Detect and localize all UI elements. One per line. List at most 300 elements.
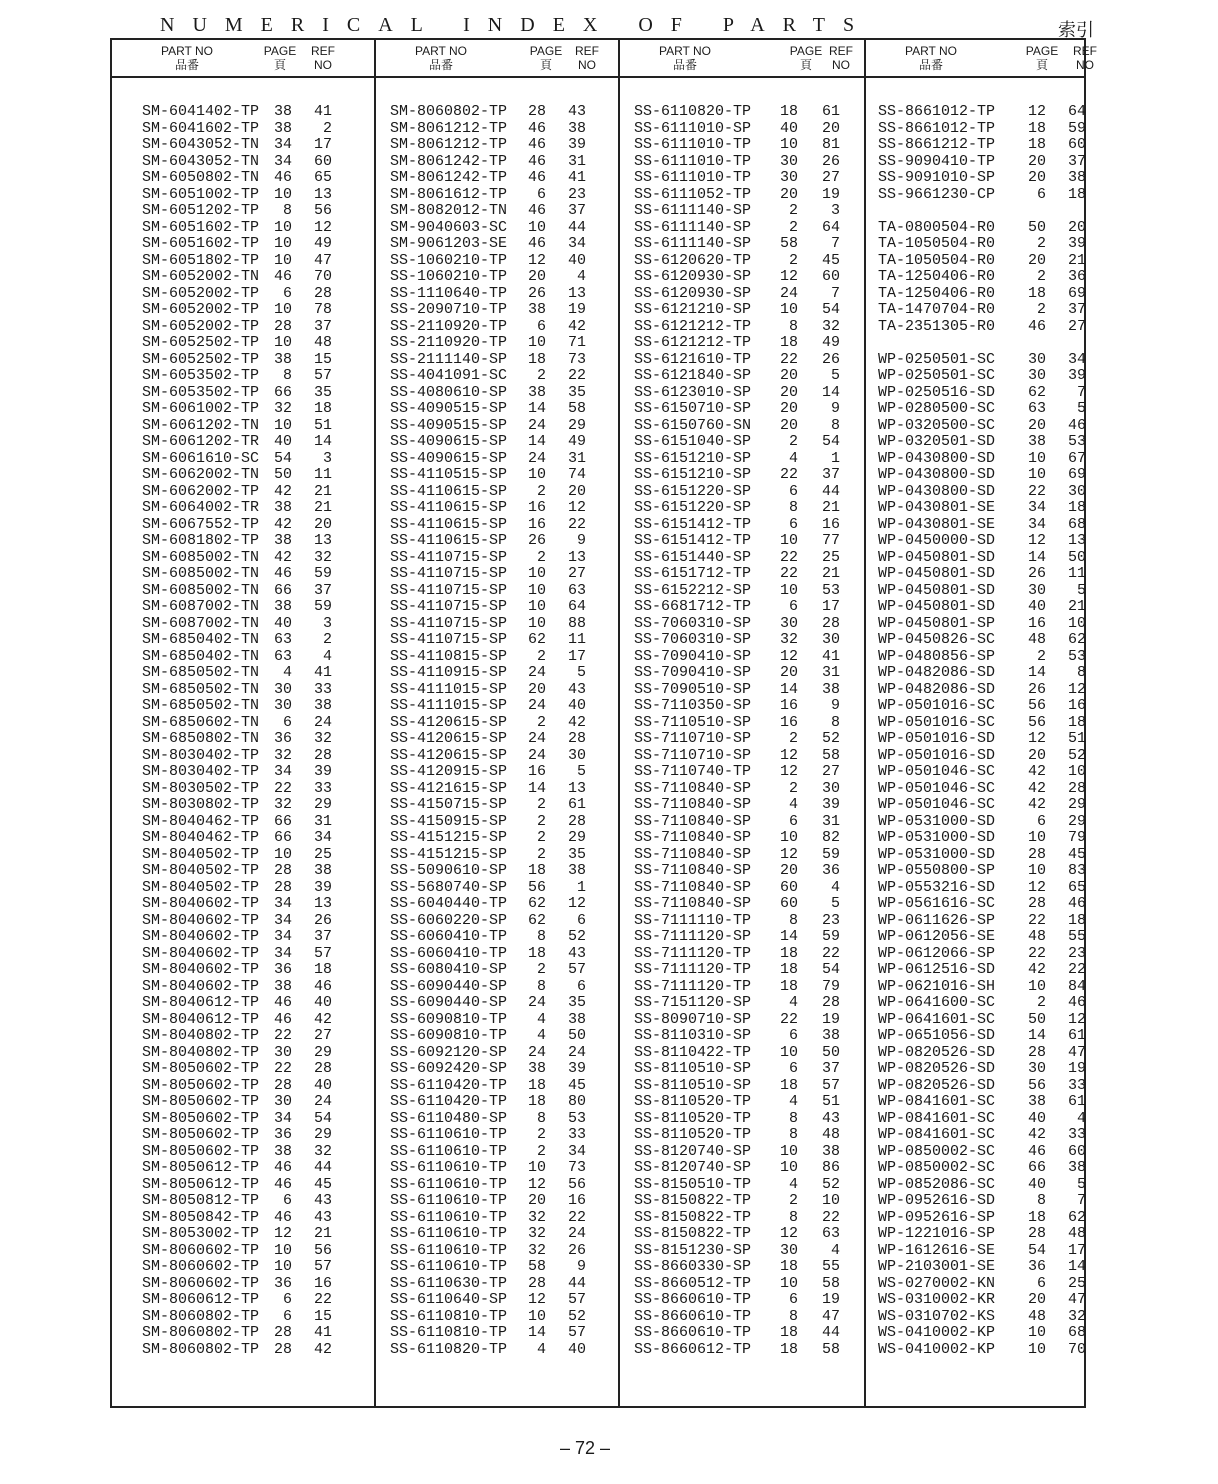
page-number-cell: 12 — [1027, 730, 1046, 747]
index-row — [112, 1243, 374, 1260]
part-number: SM-8030402-TP — [142, 763, 260, 780]
page-number-cell: 6 — [282, 1291, 292, 1308]
page-number-cell: 10 — [273, 185, 292, 203]
index-row — [376, 517, 618, 534]
part-number: SS-6123010-SP — [634, 383, 752, 401]
part-number: SS-6151440-SP — [634, 548, 752, 566]
part-number: WP-1612616-SE — [878, 1241, 996, 1259]
ref-number: 35 — [567, 994, 586, 1011]
index-row — [866, 814, 1086, 831]
page-number-cell: 6 — [282, 713, 292, 731]
part-number: SS-4151215-SP — [390, 845, 508, 863]
page-number-cell: 2 — [536, 812, 546, 830]
page-number-cell: 10 — [527, 581, 546, 599]
ref-number: 13 — [313, 532, 332, 549]
page-number-cell: 38 — [273, 499, 292, 516]
page-number-cell: 30 — [1027, 367, 1046, 384]
page-number-cell: 22 — [1027, 482, 1046, 500]
page-number-cell: 38 — [273, 350, 292, 368]
part-no-header-label-japanese: 品番 — [174, 58, 199, 72]
part-number: SS-9661230-CP — [878, 185, 996, 203]
index-row — [866, 748, 1086, 765]
ref-number: 46 — [1067, 994, 1086, 1011]
part-number: SS-5090610-SP — [390, 862, 508, 879]
part-number: WS-0410002-KP — [878, 1324, 996, 1341]
ref-number: 45 — [821, 251, 840, 269]
ref-number: 3 — [830, 202, 840, 219]
ref-number: 46 — [313, 977, 332, 995]
index-row — [376, 1342, 618, 1359]
part-number: SS-7110840-SP — [634, 812, 752, 830]
ref-number: 18 — [1067, 713, 1086, 731]
index-row — [112, 682, 374, 699]
part-number: SS-4120615-SP — [390, 713, 508, 731]
index-row — [112, 1061, 374, 1078]
ref-number: 60 — [313, 152, 332, 170]
ref-number: 70 — [1067, 1340, 1086, 1358]
ref-number: 62 — [1067, 1208, 1086, 1226]
page-number-cell: 42 — [273, 515, 292, 533]
index-row — [376, 121, 618, 138]
part-number: SM-8040602-TP — [142, 895, 260, 912]
part-number: WP-0320500-SC — [878, 416, 996, 434]
page-number-cell: 10 — [527, 218, 546, 236]
ref-number: 28 — [821, 994, 840, 1011]
part-number: SS-6111140-SP — [634, 235, 752, 252]
page-number-cell: 18 — [779, 103, 798, 120]
index-row — [376, 1276, 618, 1293]
part-number: WP-0501016-SC — [878, 713, 996, 731]
page-number-cell: 34 — [273, 152, 292, 170]
page-number-cell: 56 — [527, 878, 546, 896]
page-number-cell: 2 — [536, 829, 546, 846]
ref-number: 63 — [821, 1225, 840, 1242]
index-row — [620, 830, 864, 847]
index-row — [112, 1325, 374, 1342]
page-number-cell: 14 — [527, 1324, 546, 1341]
index-row — [112, 1144, 374, 1161]
ref-number: 37 — [1067, 152, 1086, 170]
page-number-cell: 46 — [527, 235, 546, 252]
index-row — [112, 1292, 374, 1309]
ref-number: 7 — [830, 235, 840, 252]
index-row — [112, 236, 374, 253]
part-number: SM-6081802-TP — [142, 532, 260, 549]
ref-number: 5 — [830, 895, 840, 912]
index-row — [866, 220, 1086, 237]
page-number-cell: 2 — [1036, 994, 1046, 1011]
part-number: SS-7110840-SP — [634, 878, 752, 896]
part-number: WP-0820526-SD — [878, 1043, 996, 1061]
part-number: SS-4110615-SP — [390, 499, 508, 516]
part-number: SS-7111120-TP — [634, 944, 752, 962]
index-row — [866, 1111, 1086, 1128]
part-number: WP-0852086-SC — [878, 1175, 996, 1193]
part-no-header-label: PART NO — [414, 44, 467, 58]
part-number: SS-7110710-SP — [634, 746, 752, 764]
ref-number: 19 — [821, 1010, 840, 1028]
index-row — [866, 797, 1086, 814]
page-number-cell: 18 — [1027, 136, 1046, 153]
index-row — [620, 1127, 864, 1144]
part-number: SM-6850802-TN — [142, 730, 260, 747]
part-number: SS-6121840-SP — [634, 367, 752, 384]
ref-number: 86 — [821, 1159, 840, 1176]
index-row — [376, 1210, 618, 1227]
ref-number: 38 — [567, 119, 586, 137]
page-number-cell: 2 — [788, 730, 798, 747]
page-number-cell: 46 — [527, 119, 546, 137]
page-number-cell: 34 — [273, 944, 292, 962]
part-number: WP-0430801-SE — [878, 515, 996, 533]
ref-header — [572, 44, 602, 72]
index-row — [376, 533, 618, 550]
ref-number: 44 — [313, 1159, 332, 1176]
part-number: SM-6041402-TP — [142, 103, 260, 120]
part-number: SS-6111140-SP — [634, 218, 752, 236]
page-number-cell: 20 — [779, 367, 798, 384]
ref-number: 10 — [821, 1192, 840, 1209]
part-number: SS-8120740-SP — [634, 1142, 752, 1160]
page-number-cell: 38 — [1027, 433, 1046, 450]
index-row — [620, 1243, 864, 1260]
index-row — [620, 385, 864, 402]
ref-number: 39 — [1067, 367, 1086, 384]
index-row — [620, 715, 864, 732]
page-number-cell: 2 — [536, 796, 546, 813]
part-number: SS-6060410-TP — [390, 928, 508, 945]
ref-number: 30 — [821, 779, 840, 797]
part-number: SS-7151120-SP — [634, 994, 752, 1011]
part-number: SM-8060802-TP — [142, 1324, 260, 1341]
index-row — [376, 979, 618, 996]
index-row — [620, 137, 864, 154]
page-number-cell: 24 — [527, 994, 546, 1011]
ref-number: 57 — [821, 1076, 840, 1094]
part-number: WS-0270002-KN — [878, 1274, 996, 1292]
page-number-cell: 22 — [1027, 944, 1046, 962]
index-row — [112, 1276, 374, 1293]
part-number: WP-0430801-SE — [878, 499, 996, 516]
page-number-cell: 8 — [788, 317, 798, 335]
ref-number: 73 — [567, 350, 586, 368]
index-row — [620, 1259, 864, 1276]
part-number: SS-7110840-SP — [634, 895, 752, 912]
part-number: SM-6052002-TN — [142, 268, 260, 285]
parts-index-table — [110, 38, 1097, 1408]
part-number: SS-6151220-SP — [634, 482, 752, 500]
ref-number: 37 — [1067, 301, 1086, 318]
page-number-cell: 22 — [779, 350, 798, 368]
index-row — [112, 500, 374, 517]
page-number-cell: 10 — [1027, 977, 1046, 995]
part-number: SM-8061242-TP — [390, 169, 508, 186]
part-number: WP-0501016-SC — [878, 697, 996, 714]
page-number-cell: 18 — [527, 862, 546, 879]
ref-number: 57 — [567, 1291, 586, 1308]
part-number: WP-0450000-SD — [878, 532, 996, 549]
page-number-cell: 8 — [788, 1126, 798, 1143]
index-row — [620, 302, 864, 319]
index-row — [620, 1094, 864, 1111]
ref-number: 39 — [821, 796, 840, 813]
page-header-label-japanese: 頁 — [273, 58, 286, 72]
ref-number: 13 — [567, 284, 586, 302]
index-row — [620, 1292, 864, 1309]
page-number-cell: 8 — [536, 928, 546, 945]
index-row — [376, 1259, 618, 1276]
ref-number: 20 — [1067, 218, 1086, 236]
index-row — [866, 451, 1086, 468]
page-number-cell: 2 — [1036, 235, 1046, 252]
part-number: SS-6111010-TP — [634, 136, 752, 153]
ref-number: 39 — [567, 136, 586, 153]
page-number-cell: 8 — [536, 1109, 546, 1127]
ref-number: 42 — [313, 1340, 332, 1358]
index-row — [866, 632, 1086, 649]
part-number: TA-1050504-R0 — [878, 235, 996, 252]
part-number: SS-2090710-TP — [390, 301, 508, 318]
part-number: SM-6041602-TP — [142, 119, 260, 137]
ref-number: 33 — [1067, 1126, 1086, 1143]
ref-number: 57 — [567, 961, 586, 978]
page-number-cell: 36 — [273, 730, 292, 747]
part-no-header — [630, 44, 740, 72]
ref-number: 36 — [1067, 268, 1086, 285]
part-number: SS-4111015-SP — [390, 680, 508, 698]
index-row — [376, 616, 618, 633]
part-number: SS-7060310-SP — [634, 631, 752, 648]
index-row — [376, 814, 618, 831]
part-number: SM-6087002-TN — [142, 598, 260, 615]
part-number: SS-5680740-SP — [390, 878, 508, 896]
part-number: SS-6090810-TP — [390, 1027, 508, 1044]
part-number: SM-6085002-TN — [142, 581, 260, 599]
page-number-cell: 10 — [273, 845, 292, 863]
index-row — [620, 863, 864, 880]
page-number-cell: 14 — [527, 433, 546, 450]
page-number-cell: 30 — [779, 614, 798, 632]
page-number-cell: 32 — [527, 1225, 546, 1242]
page-number-cell: 38 — [527, 301, 546, 318]
page-number-cell: 6 — [282, 1192, 292, 1209]
page-number-cell: 18 — [1027, 119, 1046, 137]
ref-number: 3 — [322, 614, 332, 632]
index-row — [112, 979, 374, 996]
ref-header — [826, 44, 856, 72]
index-row — [866, 434, 1086, 451]
part-number: SS-6150710-SP — [634, 400, 752, 417]
page-number-cell: 20 — [779, 400, 798, 417]
page-number-cell: 46 — [527, 136, 546, 153]
page-number-cell: 12 — [779, 763, 798, 780]
part-number: SS-6152212-SP — [634, 581, 752, 599]
index-row — [866, 599, 1086, 616]
page-number-cell: 24 — [527, 664, 546, 681]
page-number-cell: 46 — [273, 169, 292, 186]
page-number-cell: 66 — [273, 581, 292, 599]
ref-number: 40 — [313, 994, 332, 1011]
page-number-cell: 18 — [779, 1258, 798, 1275]
page-number-cell: 20 — [1027, 416, 1046, 434]
page-number-cell: 10 — [779, 1274, 798, 1292]
index-row — [866, 467, 1086, 484]
page-number-cell: 6 — [788, 1060, 798, 1077]
page-number-cell: 40 — [273, 433, 292, 450]
part-number: SM-8061242-TP — [390, 152, 508, 170]
page-number-cell: 20 — [779, 383, 798, 401]
index-row — [620, 517, 864, 534]
page-number-cell: 38 — [1027, 1093, 1046, 1110]
page-number-cell: 10 — [273, 301, 292, 318]
ref-number: 59 — [821, 928, 840, 945]
part-number: WP-0850002-SC — [878, 1142, 996, 1160]
ref-number: 21 — [313, 482, 332, 500]
index-row — [620, 104, 864, 121]
page-number-cell: 18 — [779, 961, 798, 978]
index-row — [866, 302, 1086, 319]
ref-number: 5 — [1076, 1175, 1086, 1193]
part-number: SM-8040802-TP — [142, 1027, 260, 1044]
ref-number: 60 — [1067, 1142, 1086, 1160]
page-number-cell: 22 — [273, 779, 292, 797]
index-row — [866, 1210, 1086, 1227]
part-number: SM-8040612-TP — [142, 1010, 260, 1028]
page-number-cell: 2 — [536, 482, 546, 500]
ref-number: 27 — [821, 169, 840, 186]
page-number-cell: 2 — [788, 433, 798, 450]
part-number: WP-0450801-SD — [878, 581, 996, 599]
index-row — [866, 566, 1086, 583]
ref-number: 23 — [567, 185, 586, 203]
part-number: SS-6110610-TP — [390, 1241, 508, 1259]
index-row — [376, 731, 618, 748]
part-number: SM-6051602-TP — [142, 235, 260, 252]
part-number: SM-6052502-TP — [142, 350, 260, 368]
part-number: SS-6090440-SP — [390, 994, 508, 1011]
column-header — [376, 40, 618, 78]
ref-number: 33 — [313, 779, 332, 797]
ref-number: 22 — [821, 944, 840, 962]
page-number: – 72 – — [560, 1438, 611, 1458]
page-number-cell: 10 — [527, 334, 546, 351]
index-row — [376, 1061, 618, 1078]
ref-number: 24 — [313, 713, 332, 731]
page-number-cell: 2 — [788, 779, 798, 797]
ref-number: 56 — [567, 1175, 586, 1193]
page-number-cell: 10 — [1027, 1340, 1046, 1358]
ref-number: 38 — [1067, 169, 1086, 186]
part-no-header — [876, 44, 986, 72]
part-number: WP-0531000-SD — [878, 845, 996, 863]
index-row — [112, 220, 374, 237]
part-number: SM-6043052-TN — [142, 136, 260, 153]
part-number: WP-0482086-SD — [878, 680, 996, 698]
ref-number: 33 — [1067, 1076, 1086, 1094]
part-number: SM-8050602-TP — [142, 1093, 260, 1110]
ref-number: 16 — [821, 515, 840, 533]
index-row — [620, 368, 864, 385]
page-number-cell: 6 — [536, 185, 546, 203]
page-number-cell: 8 — [1036, 1192, 1046, 1209]
page-number-cell: 56 — [1027, 697, 1046, 714]
index-row — [620, 220, 864, 237]
page-number-cell: 46 — [273, 1010, 292, 1028]
page-number-cell: 10 — [527, 598, 546, 615]
part-number: SM-6052002-TP — [142, 317, 260, 335]
ref-number: 61 — [1067, 1027, 1086, 1044]
part-number: SS-6110820-TP — [634, 103, 752, 120]
part-number: SS-6150760-SN — [634, 416, 752, 434]
index-row — [376, 269, 618, 286]
page-number-cell: 30 — [273, 1043, 292, 1061]
ref-number: 6 — [576, 911, 586, 929]
page-number-cell: 40 — [1027, 598, 1046, 615]
index-row — [866, 698, 1086, 715]
part-number: SM-8040502-TP — [142, 878, 260, 896]
part-number: SS-8110422-TP — [634, 1043, 752, 1061]
ref-number: 35 — [313, 383, 332, 401]
ref-number: 26 — [567, 1241, 586, 1259]
index-rows — [112, 104, 374, 1358]
page-number-cell: 10 — [1027, 466, 1046, 483]
index-row — [376, 385, 618, 402]
ref-number: 37 — [821, 466, 840, 483]
page-number-cell: 10 — [1027, 862, 1046, 879]
page-number-cell: 30 — [1027, 1060, 1046, 1077]
index-row — [112, 1160, 374, 1177]
part-no-header-label-japanese: 品番 — [428, 58, 453, 72]
ref-number: 42 — [567, 317, 586, 335]
ref-number: 68 — [1067, 515, 1086, 533]
page-header-label: PAGE — [789, 44, 823, 58]
index-row — [376, 203, 618, 220]
part-number: SM-6053502-TP — [142, 367, 260, 384]
ref-number: 37 — [313, 317, 332, 335]
part-number: WP-0430800-SD — [878, 482, 996, 500]
part-number: TA-1470704-R0 — [878, 301, 996, 318]
page-number-cell: 18 — [779, 334, 798, 351]
ref-number: 50 — [567, 1027, 586, 1044]
part-number: SS-6060220-SP — [390, 911, 508, 929]
part-number: SM-6085002-TN — [142, 565, 260, 582]
ref-number: 27 — [821, 763, 840, 780]
ref-number: 61 — [1067, 1093, 1086, 1110]
part-number: WP-0320501-SD — [878, 433, 996, 450]
part-number: SS-8660610-TP — [634, 1291, 752, 1308]
index-column-4 — [864, 40, 1097, 1406]
ref-number: 33 — [313, 680, 332, 698]
page-number-cell: 2 — [536, 845, 546, 863]
index-row — [866, 187, 1086, 204]
part-number: SM-6067552-TP — [142, 515, 260, 533]
ref-number: 26 — [821, 152, 840, 170]
index-row — [376, 1193, 618, 1210]
index-row — [112, 583, 374, 600]
part-number: SM-9040603-SC — [390, 218, 508, 236]
ref-number: 13 — [313, 185, 332, 203]
ref-number: 47 — [1067, 1291, 1086, 1308]
index-column-3 — [618, 40, 864, 1406]
page-number-cell: 48 — [1027, 928, 1046, 945]
index-row — [376, 500, 618, 517]
page-header — [526, 44, 566, 72]
page-number-cell: 28 — [273, 878, 292, 896]
index-row — [620, 1309, 864, 1326]
part-number: SS-9090410-TP — [878, 152, 996, 170]
page-number-cell: 28 — [273, 317, 292, 335]
index-row — [376, 1127, 618, 1144]
